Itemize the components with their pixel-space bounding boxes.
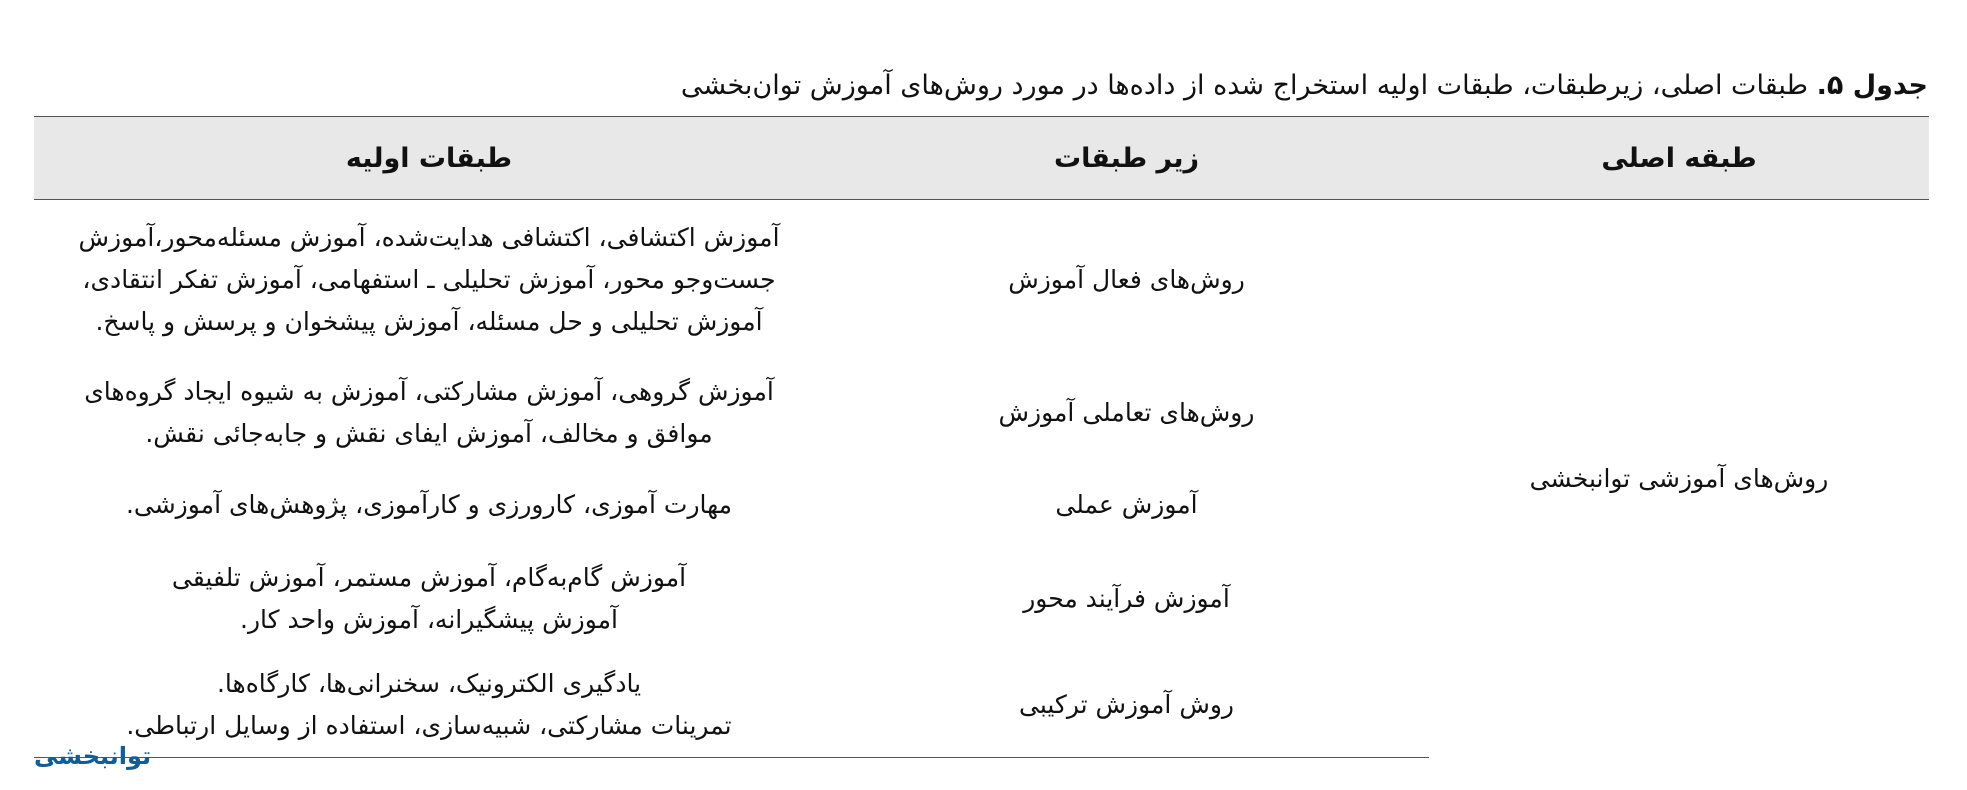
table-caption	[33, 66, 1928, 106]
primary-category-cell: مهارت آموزی، کارورزی و کارآموزی، پژوهش‌های آموزشی.	[125, 490, 733, 519]
header-primary-categories: طبقات اولیه	[34, 117, 824, 200]
primary-category-cell	[34, 653, 824, 758]
categories-table	[34, 116, 1929, 758]
subcategory-cell: روش‌های تعاملی آموزش	[998, 397, 1255, 427]
primary-category-cell: آموزش اکتشافی، اکتشافی هدایت‌شده، آموزش مسئله‌محور،آموزش جست‌وجو محور، آموزش تحلیلی ـ استفهامی، آموزش تفکر انتقادی، آموزش تحلیلی و حل مسئله، آموزش پیشخوان و پرسش و پاسخ.	[78, 223, 780, 336]
primary-line: آموزش پیشگیرانه، آموزش واحد کار.	[240, 605, 618, 634]
table-row	[34, 200, 1929, 361]
caption-text: طبقات اصلی، زیرطبقات، طبقات اولیه استخراج شده از داده‌ها در مورد روش‌های آموزش توان‌بخشی	[680, 70, 1817, 101]
primary-line: آموزش گام‌به‌گام، آموزش مستمر، آموزش تلفیقی	[171, 563, 687, 592]
subcategory-cell: روش آموزش ترکیبی	[824, 653, 1429, 758]
header-subcategories: زیر طبقات	[824, 117, 1429, 200]
header-main-category: طبقه اصلی	[1429, 117, 1929, 200]
primary-line: یادگیری الکترونیک، سخنرانی‌ها، کارگاه‌ها.	[216, 669, 642, 698]
caption-label: جدول ۵.	[1816, 70, 1928, 101]
journal-brand: توانبخشی	[34, 742, 152, 770]
primary-category-cell	[34, 545, 824, 653]
main-category-cell: روش‌های آموزشی توانبخشی	[1529, 463, 1829, 493]
subcategory-cell: آموزش عملی	[1055, 490, 1198, 519]
subcategory-cell: روش‌های فعال آموزش	[1008, 265, 1245, 294]
primary-category-cell: آموزش گروهی، آموزش مشارکتی، آموزش به شیوه ایجاد گروه‌های موافق و مخالف، آموزش ایفای نقش و جابه‌جائی نقش.	[84, 376, 774, 448]
table-header-row	[34, 117, 1929, 200]
subcategory-cell: آموزش فرآیند محور	[1023, 584, 1230, 613]
primary-line: تمرینات مشارکتی، شبیه‌سازی، استفاده از وسایل ارتباطی.	[126, 711, 732, 740]
